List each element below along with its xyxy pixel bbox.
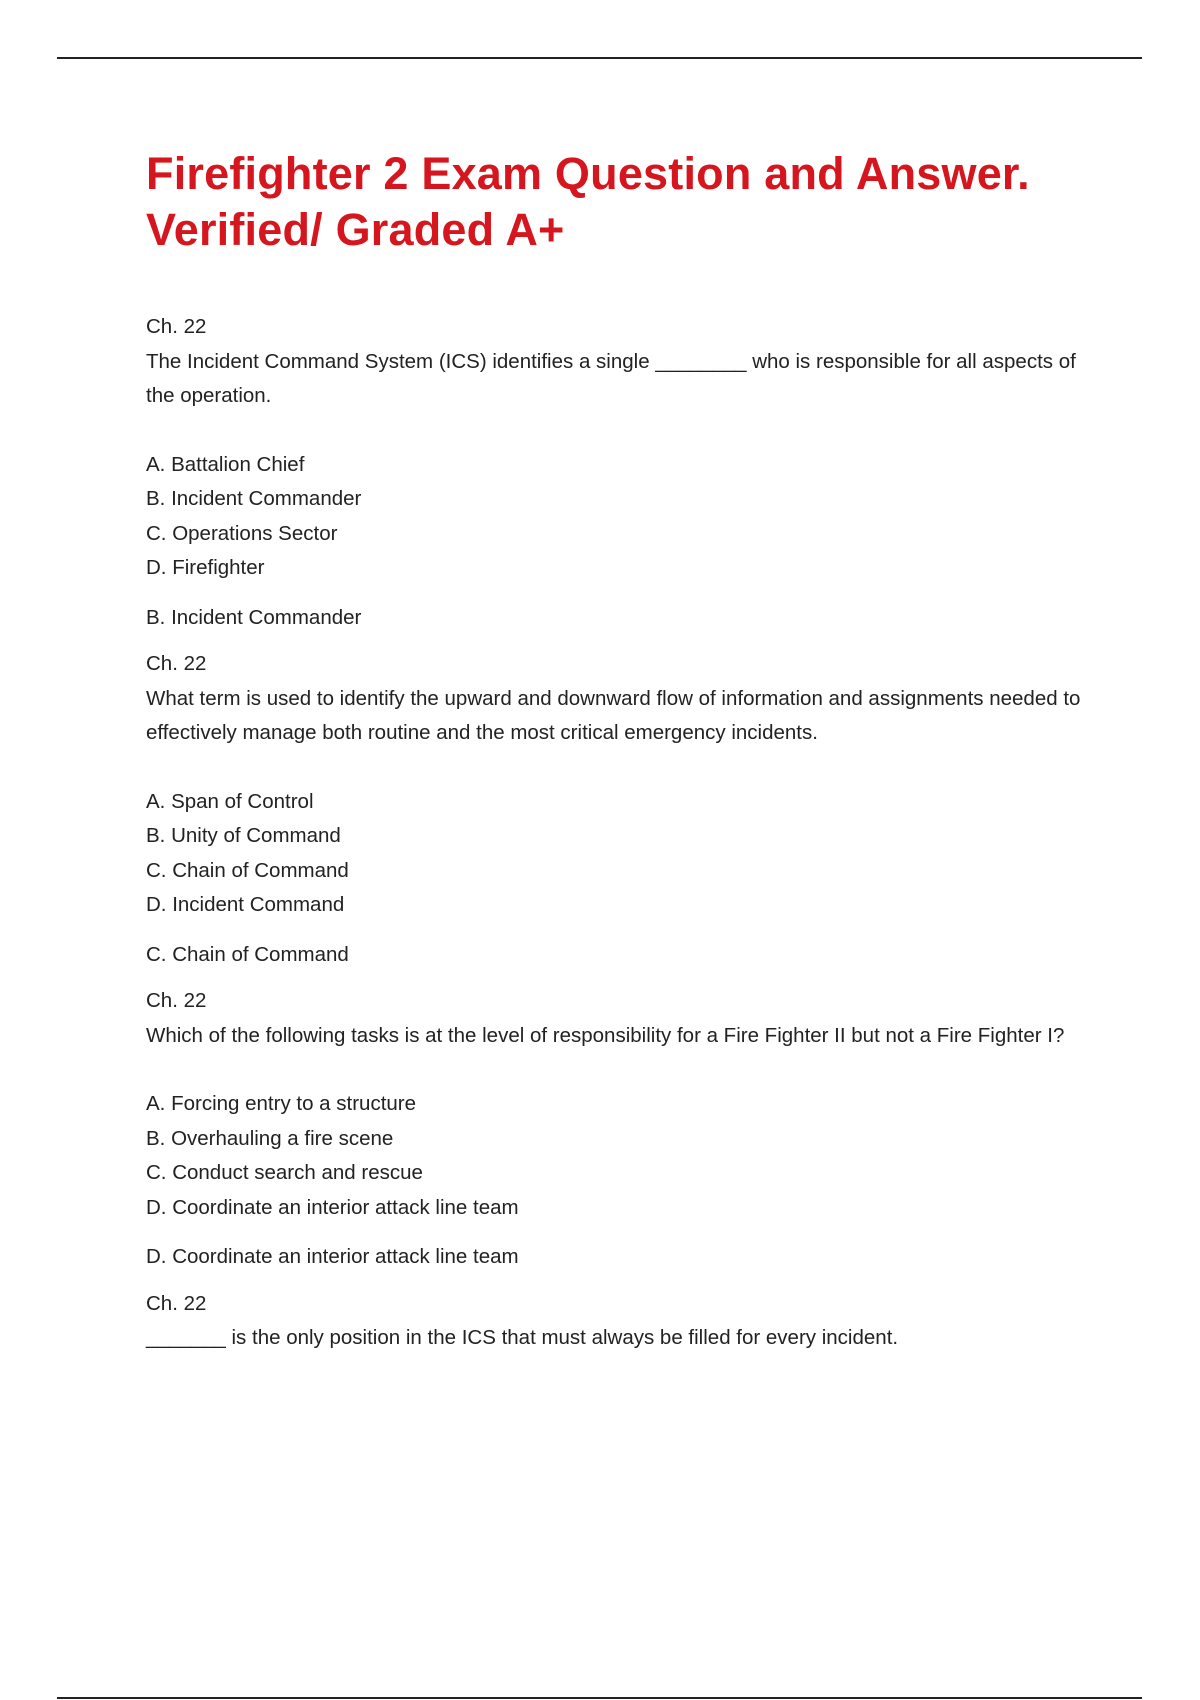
question-3	[146, 984, 1106, 1275]
option-c: C. Operations Sector	[146, 521, 338, 545]
question-chapter: Ch. 22	[146, 1291, 207, 1315]
title-line-1: Firefighter 2 Exam Question and Answer.	[146, 148, 1030, 199]
option-b: B. Overhauling a fire scene	[146, 1126, 394, 1150]
option-c: C. Conduct search and rescue	[146, 1161, 423, 1184]
question-4	[146, 1287, 1106, 1356]
question-prompt: What term is used to identify the upward and downward flow of information and assignments needed to effectively manage both routine and the most critical emergency incidents.	[146, 686, 1081, 744]
question-2	[146, 647, 1106, 972]
page-title	[146, 146, 1106, 258]
question-chapter: Ch. 22	[146, 652, 207, 675]
option-d: D. Firefighter	[146, 556, 265, 579]
footer-rule	[57, 1697, 1142, 1699]
correct-answer: B. Incident Commander	[146, 605, 362, 629]
option-b: B. Incident Commander	[146, 487, 362, 510]
question-prompt: Which of the following tasks is at the level of responsibility for a Fire Fighter II but not a Fire Fighter I?	[146, 1023, 1065, 1047]
header-rule	[57, 57, 1142, 59]
document-body	[146, 146, 1106, 1356]
option-c: C. Chain of Command	[146, 858, 349, 882]
question-chapter: Ch. 22	[146, 315, 207, 338]
question-prompt: The Incident Command System (ICS) identifies a single ________ who is responsible for all aspects of the operation.	[146, 349, 1076, 407]
option-a: A. Span of Control	[146, 789, 314, 813]
question-chapter: Ch. 22	[146, 989, 207, 1012]
question-prompt: _______ is the only position in the ICS that must always be filled for every incident.	[146, 1326, 899, 1349]
option-d: D. Incident Command	[146, 893, 345, 916]
option-a: A. Forcing entry to a structure	[146, 1092, 417, 1115]
question-list	[146, 310, 1106, 1356]
answer-options	[146, 1087, 1106, 1225]
option-d: D. Coordinate an interior attack line team	[146, 1195, 519, 1219]
answer-options	[146, 785, 1106, 923]
option-a: A. Battalion Chief	[146, 452, 305, 476]
title-line-2: Verified/ Graded A+	[146, 204, 565, 255]
question-1	[146, 310, 1106, 635]
correct-answer: D. Coordinate an interior attack line team	[146, 1245, 519, 1268]
option-b: B. Unity of Command	[146, 824, 341, 847]
answer-options	[146, 448, 1106, 586]
correct-answer: C. Chain of Command	[146, 942, 349, 966]
